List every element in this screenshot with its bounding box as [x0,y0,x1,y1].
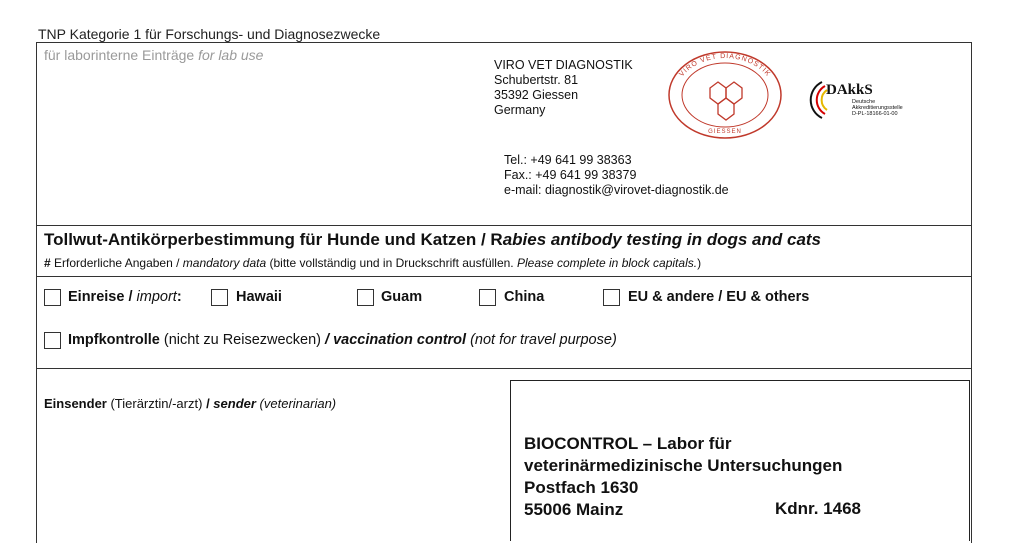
mandatory-de: Erforderliche Angaben / [50,256,183,270]
vaccination-note-en: (not for travel purpose) [466,332,617,348]
lab-street: Schubertstr. 81 [494,73,579,87]
divider-header [36,225,971,226]
contact-tel: Tel.: +49 641 99 38363 [504,153,632,167]
vaccination-note-de: (nicht zu Reisezwecken) [159,332,326,348]
sender-label-de: Einsender [44,396,107,411]
import-colon: : [176,289,182,305]
title-en-prefix: R [490,230,503,249]
header-line: TNP Kategorie 1 für Forschungs- und Diagnosezwecke [38,26,381,42]
mandatory-note [44,256,701,270]
mandatory-close: ) [697,256,702,270]
lab-note-de: für laborinterne Einträge [44,47,195,63]
contact-fax: Fax.: +49 641 99 38379 [504,168,637,182]
hawaii-label: Hawaii [236,289,282,305]
lab-name: VIRO VET DIAGNOSTIK [494,58,633,72]
import-label-de: Einreise / [68,289,137,305]
mandatory-en: mandatory data [182,256,267,270]
guam-label: Guam [381,289,423,305]
sender-slash: / [206,396,214,411]
lab-country: Germany [494,103,546,117]
import-label [68,289,182,305]
recipient-line2: veterinärmedizinische Untersuchungen [524,456,843,475]
recipient-line1: BIOCONTROL – Labor für [524,434,732,453]
import-label-en: import [136,289,177,305]
divider-title [36,276,971,277]
seal-top-text: VIRO VET DIAGNOSTIK [678,52,772,79]
china-label: China [504,289,545,305]
contact-email: e-mail: diagnostik@virovet-diagnostik.de [504,183,729,197]
mandatory-note-de: (bitte vollständig und in Druckschrift ausfüllen. [266,256,517,270]
dakks-name: DAkkS [826,82,873,98]
form-title [44,230,821,250]
lab-note-en: for lab use [198,47,264,63]
dakks-line2: Akkreditierungsstelle [852,105,903,111]
lab-use-note [44,47,263,63]
lab-city: 35392 Giessen [494,88,579,102]
sender-note-en: (veterinarian) [255,396,337,411]
sender-note-de: (Tierärztin/-arzt) [106,396,207,411]
divider-options [36,368,971,369]
vaccination-label-en: vaccination control [333,332,467,348]
title-de: Tollwut-Antikörperbestimmung für Hunde und Katzen / [44,230,491,249]
mandatory-note-en: Please complete in block capitals. [516,256,698,270]
guam-checkbox[interactable] [357,289,374,306]
china-checkbox[interactable] [479,289,496,306]
title-en: abies antibody testing in dogs and cats [502,230,822,249]
recipient-line3: Postfach 1630 [524,478,639,497]
dakks-line1: Deutsche [852,99,876,105]
vaccination-label [68,332,617,348]
sender-label [44,396,336,411]
hawaii-checkbox[interactable] [211,289,228,306]
dakks-flag-icon [808,78,828,122]
vaccination-label-de: Impfkontrolle [68,332,160,348]
vaccination-slash: / [325,332,334,348]
vaccination-checkbox[interactable] [44,332,61,349]
recipient-line4: 55006 Mainz [524,500,624,519]
eu-checkbox[interactable] [603,289,620,306]
import-checkbox[interactable] [44,289,61,306]
viro-vet-seal-icon [666,50,784,140]
sender-label-en: sender [213,396,256,411]
seal-bottom-text: GIESSEN [708,129,742,135]
customer-number: Kdnr. 1468 [775,499,861,518]
dakks-logo [808,78,918,126]
dakks-line3: D-PL-18166-01-00 [852,111,898,117]
lab-contact [504,153,729,198]
lab-address [494,58,633,118]
mandatory-hash: # [44,256,51,270]
eu-label: EU & andere / EU & others [628,289,810,305]
